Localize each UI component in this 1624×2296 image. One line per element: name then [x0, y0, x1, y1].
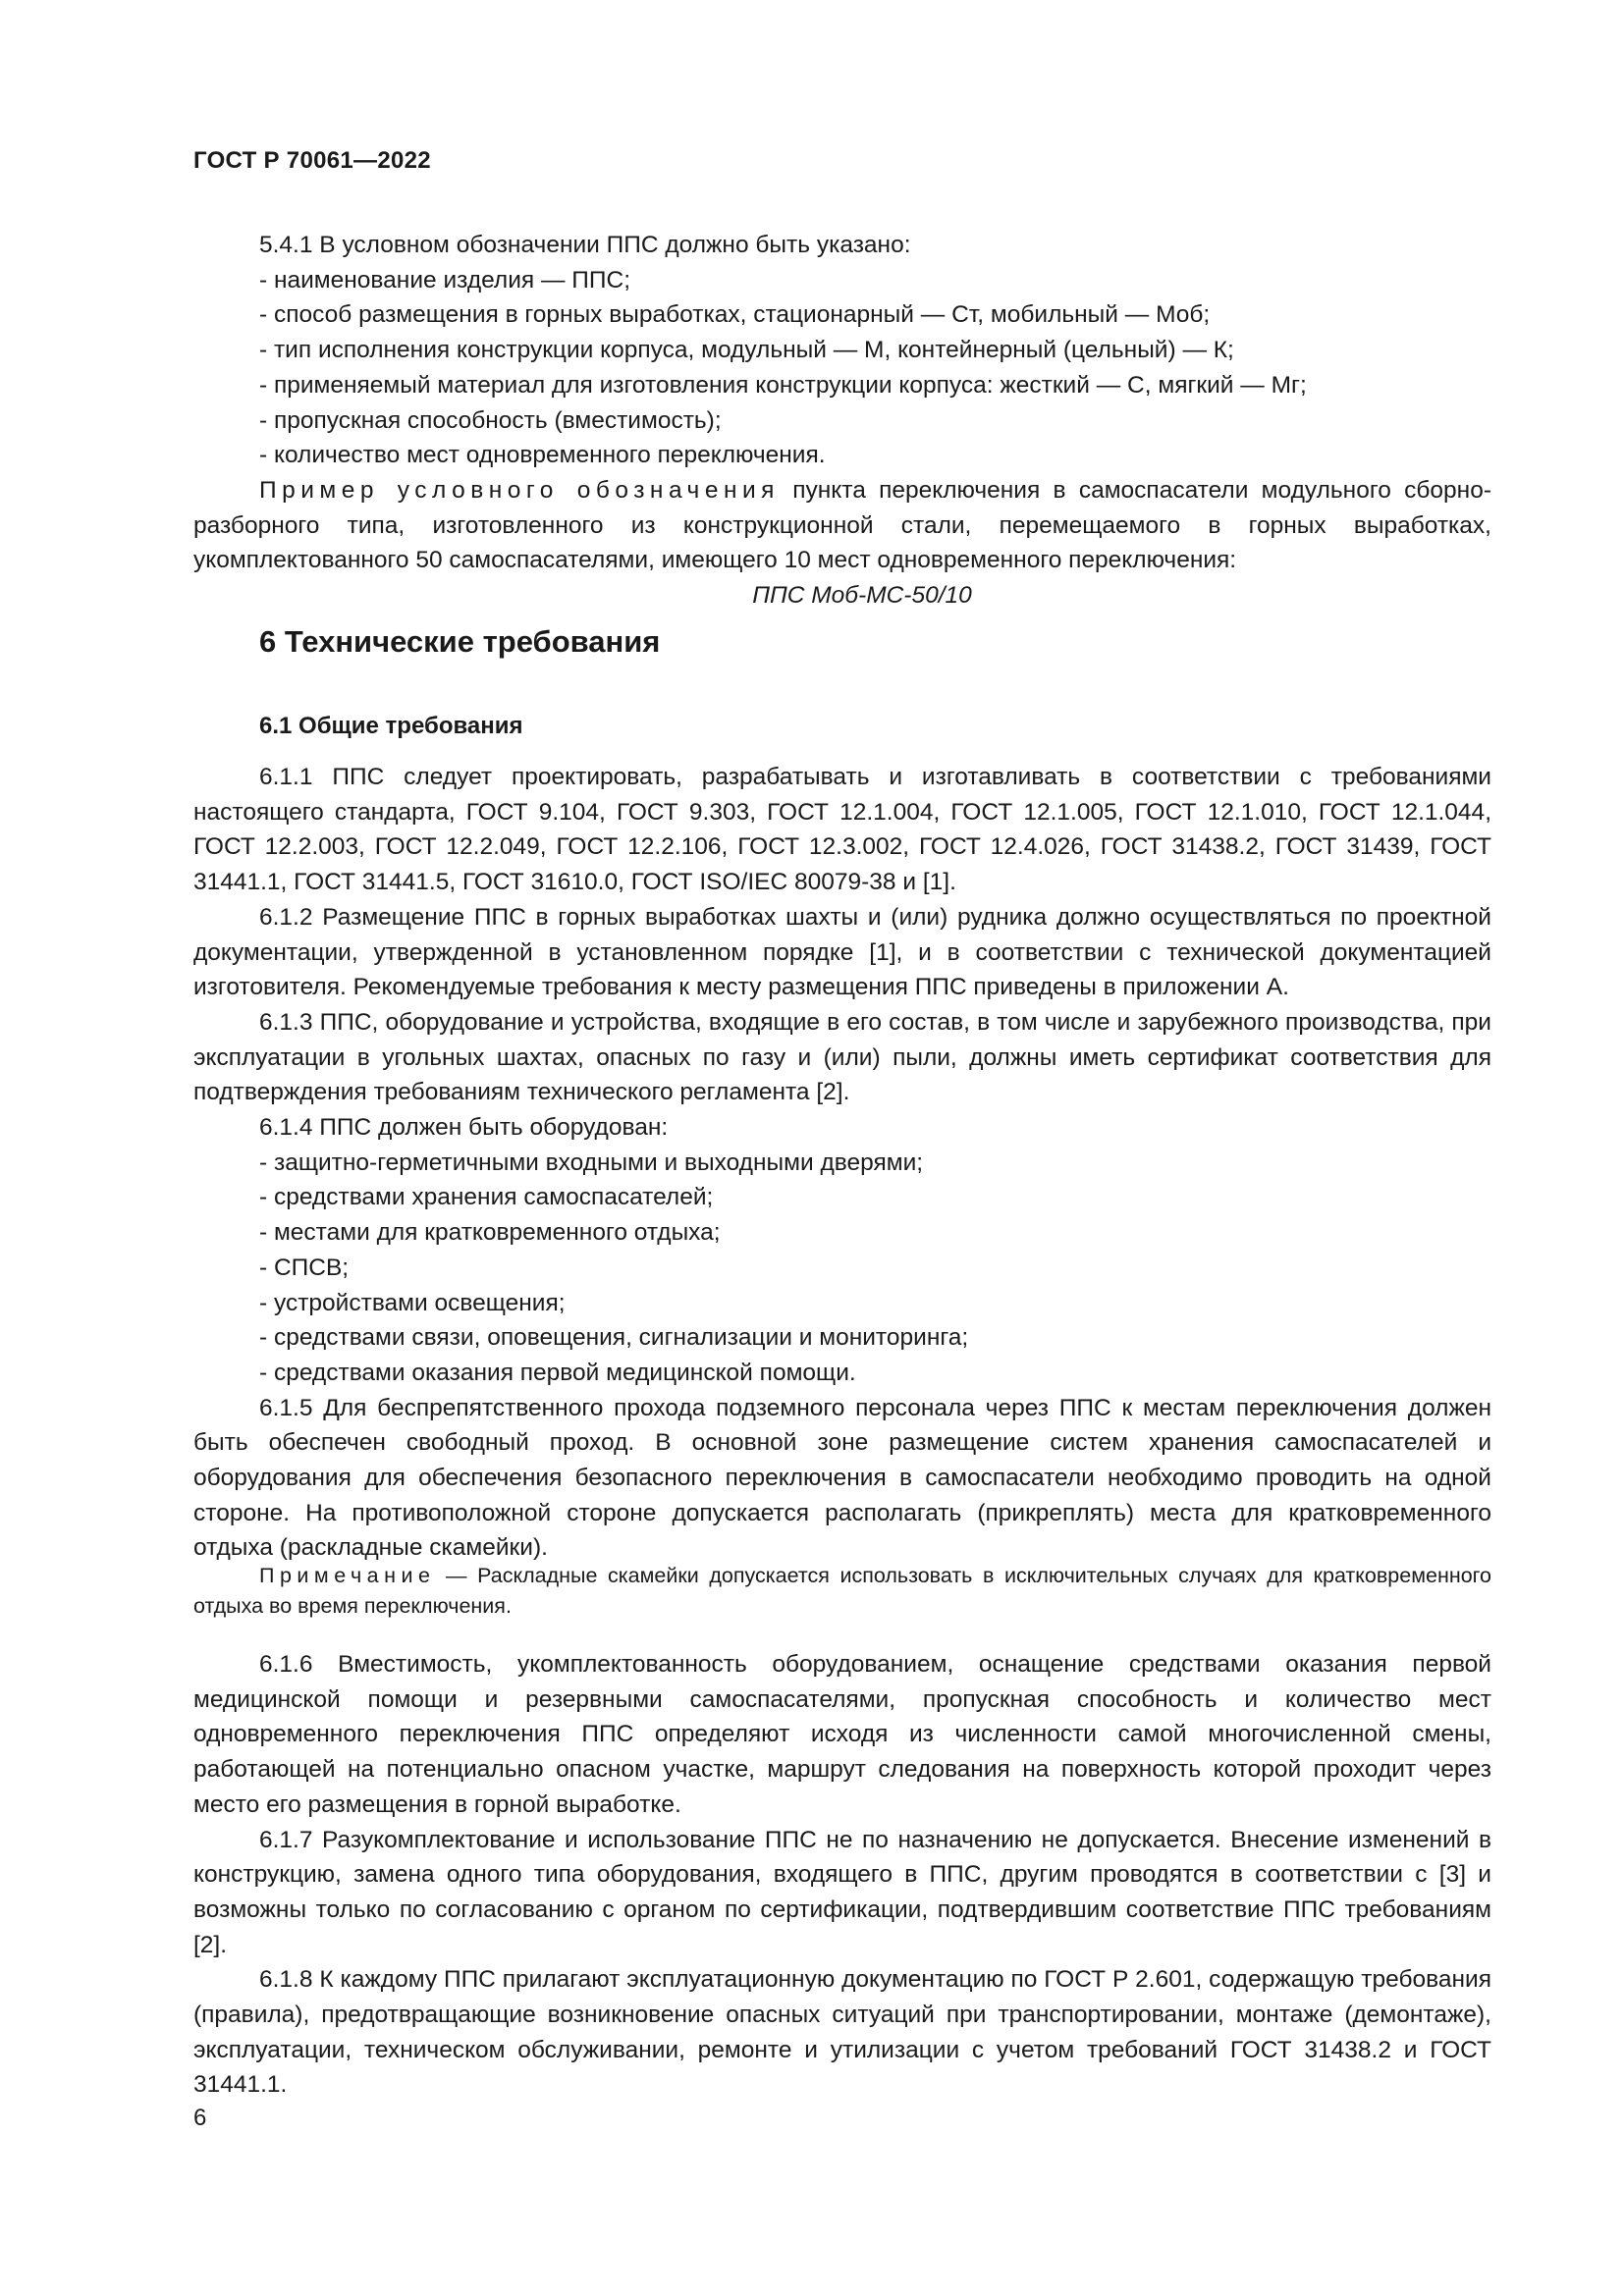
clause-6-1-5: 6.1.5 Для беспрепятственного прохода подземного персонала через ППС к местам переключения должен быть обеспечен свободный проход. В основной зоне размещение систем хранения самоспасателей и оборудования для обеспечения безопасного переключения в самоспасатели необходимо проводить на одной стороне. На противоположной стороне допускается располагать (прикреплять) места для кратковременного отдыха (раскладные скамейки).: [193, 1394, 1491, 1562]
list-item: - пропускная способность (вместимость);: [259, 406, 722, 434]
list-item: - количество мест одновременного переключения.: [259, 442, 826, 469]
list-item: - применяемый материал для изготовления конструкции корпуса: жесткий — С, мягкий — Мг;: [259, 371, 1307, 399]
section-6-1-continued: [193, 1647, 1491, 2103]
list-item: - местами для кратковременного отдыха;: [259, 1219, 721, 1247]
clause-6-1-8: 6.1.8 К каждому ППС прилагают эксплуатационную документацию по ГОСТ Р 2.601, содержащую требования (правила), предотвращающие возникновение опасных ситуаций при транспортировании, монтаже (демонтаже), эксплуатации, техническом обслуживании, ремонте и утилизации с учетом требований ГОСТ 31438.2 и ГОСТ 31441.1.: [193, 1966, 1491, 2099]
document-header: ГОСТ Р 70061—2022: [193, 147, 431, 174]
subsection-6-1-title: 6.1 Общие требования: [259, 713, 523, 739]
note-block: [193, 1561, 1491, 1622]
list-item: - способ размещения в горных выработках, стационарный — Ст, мобильный — Моб;: [259, 301, 1211, 329]
page-number: 6: [193, 2105, 207, 2131]
list-item: - тип исполнения конструкции корпуса, модульный — М, контейнерный (цельный) — К;: [259, 337, 1234, 364]
section-6-1-body: [193, 760, 1491, 1566]
clause-6-1-4: 6.1.4 ППС должен быть оборудован:: [259, 1114, 669, 1142]
note-label: Примечание: [259, 1564, 436, 1587]
example-label: Пример условного обозначения: [259, 476, 780, 504]
list-item: - устройствами освещения;: [259, 1289, 566, 1316]
clause-6-1-3: 6.1.3 ППС, оборудование и устройства, входящие в его состав, в том числе и зарубежного производства, при эксплуатации в угольных шахтах, опасных по газу и (или) пыли, должны иметь сертификат соответствия для подтверждения требованиям технического регламента [2].: [193, 1008, 1491, 1106]
example-designation: ППС Моб-МС-50/10: [752, 582, 972, 610]
clause-6-1-1: 6.1.1 ППС следует проектировать, разрабатывать и изготавливать в соответствии с требованиями настоящего стандарта, ГОСТ 9.104, ГОСТ 9.303, ГОСТ 12.1.004, ГОСТ 12.1.005, ГОСТ 12.1.010, ГОСТ 12.1.044, ГОСТ 12.2.003, ГОСТ 12.2.049, ГОСТ 12.2.106, ГОСТ 12.3.002, ГОСТ 12.4.026, ГОСТ 31438.2, ГОСТ 31439, ГОСТ 31441.1, ГОСТ 31441.5, ГОСТ 31610.0, ГОСТ ISO/IEC 80079-38 и [1].: [193, 764, 1491, 896]
list-item: - средствами оказания первой медицинской помощи.: [259, 1359, 856, 1386]
section-5-4-1: [193, 228, 1491, 614]
clause-6-1-6: 6.1.6 Вместимость, укомплектованность оборудованием, оснащение средствами оказания первой медицинской помощи и резервными самоспасателями, пропускная способность и количество мест одновременного переключения ППС определяют исходя из численности самой многочисленной смены, работающей на потенциально опасном участке, маршрут следования на поверхность которой проходит через место его размещения в горной выработке.: [193, 1651, 1491, 1818]
example-text: пункта переключения в самоспасатели модульного сборно-разборного типа, изготовленного из конструкционной стали, перемещаемого в горных выработках, укомплектованного 50 самоспасателями, имеющего 10 мест одновременного переключения:: [193, 476, 1491, 574]
list-item: - средствами хранения самоспасателей;: [259, 1184, 714, 1211]
example-paragraph: [193, 473, 1491, 578]
clause-6-1-2: 6.1.2 Размещение ППС в горных выработках шахты и (или) рудника должно осуществляться по проектной документации, утвержденной в установленном порядке [1], и в соответствии с технической документацией изготовителя. Рекомендуемые требования к месту размещения ППС приведены в приложении А.: [193, 903, 1491, 1001]
list-item: - наименование изделия — ППС;: [259, 266, 631, 294]
note-paragraph: [193, 1561, 1491, 1622]
list-item: - СПСВ;: [259, 1254, 350, 1281]
note-text: — Раскладные скамейки допускается использовать в исключительных случаях для кратковременного отдыха во время переключения.: [193, 1564, 1491, 1618]
clause-6-1-7: 6.1.7 Разукомплектование и использование ППС не по назначению не допускается. Внесение изменений в конструкцию, замена одного типа оборудования, входящего в ППС, другим проводятся в соответствии с [3] и возможны только по согласованию с органом по сертификации, подтвердившим соответствие ППС требованиям [2].: [193, 1826, 1491, 1958]
clause-5-4-1-intro: 5.4.1 В условном обозначении ППС должно быть указано:: [259, 232, 911, 258]
list-item: - средствами связи, оповещения, сигнализации и мониторинга;: [259, 1324, 969, 1352]
section-6-title: 6 Технические требования: [259, 624, 661, 659]
list-item: - защитно-герметичными входными и выходными дверями;: [259, 1148, 924, 1176]
